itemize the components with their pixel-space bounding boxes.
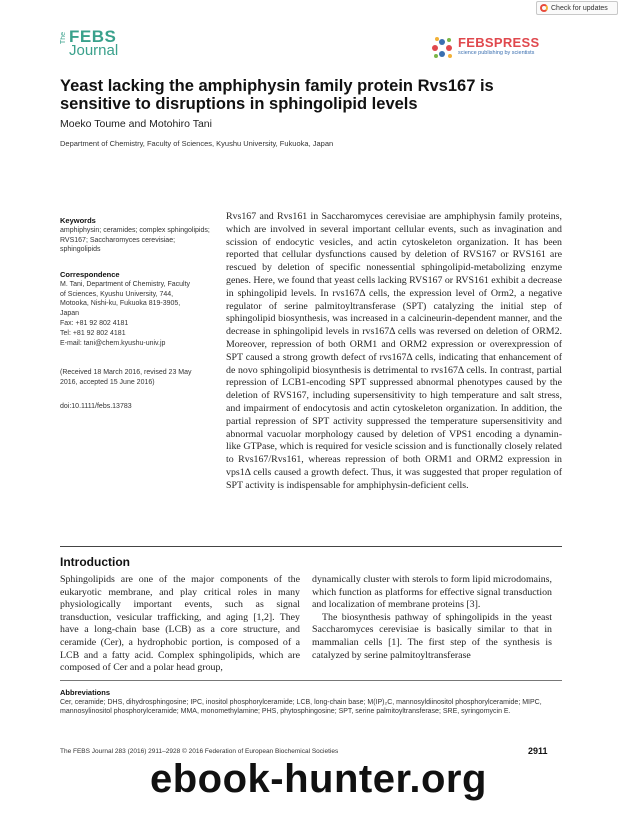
page-footer: The FEBS Journal 283 (2016) 2911–2928 © 2016 Federation of European Biochemical Societies (60, 748, 339, 755)
article-affiliation: Department of Chemistry, Faculty of Sciences, Kyushu University, Fukuoka, Japan (60, 139, 334, 148)
article-title: Yeast lacking the amphiphysin family protein Rvs167 is sensitive to disruptions in sphingolipid levels (60, 77, 494, 113)
crossmark-icon (540, 4, 548, 12)
journal-logo-the: The (60, 32, 67, 45)
febs-press-tagline: science publishing by scientists (458, 50, 535, 56)
correspondence-line: Japan (60, 310, 80, 318)
febs-press-dots-icon (432, 37, 454, 59)
check-for-updates-badge[interactable] (536, 1, 618, 15)
correspondence-heading: Correspondence (60, 270, 120, 279)
journal-logo (60, 27, 140, 62)
febs-press-name: FEBSPRESS (458, 35, 540, 50)
correspondence-line: M. Tani, Department of Chemistry, Faculty (60, 280, 191, 288)
keywords-block (60, 216, 210, 255)
correspondence-line: of Sciences, Kyushu University, 744, (60, 290, 174, 298)
keywords-heading: Keywords (60, 216, 96, 225)
received-dates: (Received 18 March 2016, revised 23 May 2016, accepted 15 June 2016) (60, 369, 192, 386)
section-divider (60, 546, 562, 547)
correspondence-line: Tel: +81 92 802 4181 (60, 329, 126, 337)
abstract-text: Rvs167 and Rvs161 in Saccharomyces cerevisiae are amphiphysin family proteins, which are involved in several important cellular events, such as invagination and scission of endocytic vesicles, and actin cytoskeleton organization. It has been reported that cellular dysfunctions caused by deletion of RVS167 or RVS161 are rescued by deletion of specific nonessential sphingolipid-metabolizing enzyme genes. Here, we found that yeast cells lacking RVS167 or RVS161 exhibit a decrease in sphingolipid levels. In rvs167Δ cells, the expression level of Orm2, a negative regulator of serine palmitoyltransferase (SPT) catalyzing the initial step of sphingolipid biosynthesis, was increased in a calcineurin-dependent manner, and the decrease in sphingolipid levels in rvs167Δ cells was reversed on deletion of ORM2. Moreover, repression of both ORM1 and ORM2 expression or overexpression of SPT caused a strong growth defect of rvs167Δ cells, indicating that enhancement of de novo sphingolipid biosynthesis is detrimental to rvs167Δ cells. In contrast, partial repression of LCB1-encoding SPT suppressed abnormal phenotypes caused by the deletion of RVS167, including supersensitivity to high temperature and salt stress, and impairment of endocytosis and actin cytoskeleton organization. In addition, the partial repression of SPT activity suppressed the temperature supersensitivity and abnormal vacuolar morphology caused by deletion of VPS1 encoding a dynamin-like GTPase, which is required for vesicle scission and is functionally closely related to Rvs167/Rvs161, whereas repression of both ORM1 and ORM2 expression in vps1Δ cells caused a growth defect. Thus, it was suggested that proper regulation of SPT activity is indispensable for amphiphysin-deficient cells. (226, 211, 562, 491)
correspondence-block (60, 270, 210, 348)
introduction-right-column (312, 574, 552, 662)
correspondence-line: Fax: +81 92 802 4181 (60, 319, 129, 327)
introduction-right-paragraph-1: dynamically cluster with sterols to form lipid microdomains, which function as platforms for effective signal transduction and localization of membrane proteins [3]. (312, 574, 552, 611)
correspondence-email[interactable]: E-mail: tani@chem.kyushu-univ.jp (60, 339, 166, 347)
abbreviations-divider (60, 680, 562, 681)
watermark-text: ebook-hunter.org (150, 757, 487, 801)
article-authors: Moeko Toume and Motohiro Tani (60, 118, 212, 130)
check-for-updates-label: Check for updates (551, 4, 608, 12)
abbreviations-heading: Abbreviations (60, 688, 111, 697)
abbreviations-text: Cer, ceramide; DHS, dihydrosphingosine; IPC, inositol phosphorylceramide; LCB, long-chain base; M(IP)₂C, mannosyldiinositol phosphorylceramide; MIPC, mannosylinositol phosphorylceramide; MMA, monomethylamine; PHS, phytosphingosine; SPT, serine palmitoyltransferase; SRE, syringomycin E. (60, 698, 542, 716)
introduction-left-column: Sphingolipids are one of the major components of the eukaryotic membrane, and play critical roles in many physiologically important events, such as signal transduction, vesicular trafficking, and aging [1,2]. They have a long-chain base (LCB) as a core structure, and ceramide (Cer), a hydrophobic portion, is composed of a LCB and a fatty acid. Complex sphingolipids, which are composed of Cer and a polar head group, (60, 574, 300, 674)
doi-link[interactable]: doi:10.1111/febs.13783 (60, 403, 132, 410)
febs-press-logo (432, 34, 562, 62)
abbreviations-block (60, 688, 562, 717)
introduction-heading: Introduction (60, 555, 130, 569)
keywords-text: amphiphysin; ceramides; complex sphingolipids; RVS167; Saccharomyces cerevisiae; sphingolipids (60, 226, 210, 254)
journal-logo-febs: FEBS (69, 27, 117, 46)
introduction-right-paragraph-2: The biosynthesis pathway of sphingolipids in the yeast Saccharomyces cerevisiae is basically similar to that in mammalian cells [1]. The first step of the synthesis is catalyzed by serine palmitoyltransferase (312, 611, 552, 661)
correspondence-line: Motooka, Nishi-ku, Fukuoka 819-3905, (60, 300, 181, 308)
journal-logo-journal: Journal (69, 42, 119, 59)
page-number: 2911 (528, 746, 548, 756)
